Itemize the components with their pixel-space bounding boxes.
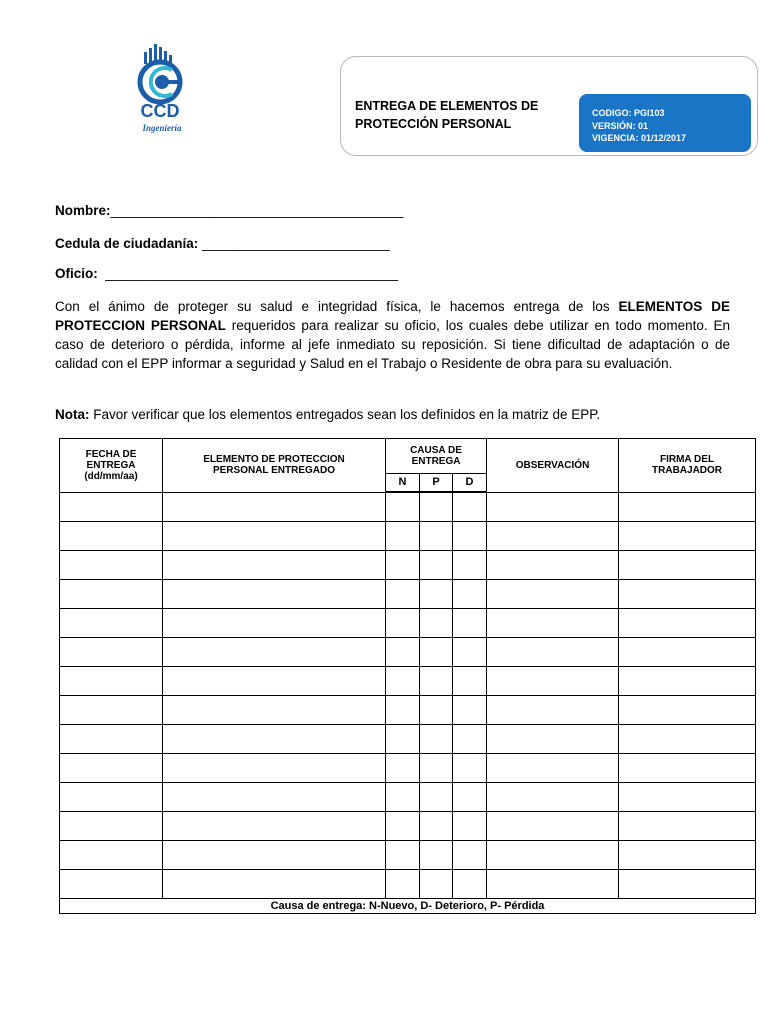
signature-cell[interactable] — [619, 522, 756, 551]
cause-d-cell[interactable] — [453, 754, 487, 783]
cause-p-cell[interactable] — [420, 522, 453, 551]
cause-n-cell[interactable] — [386, 667, 420, 696]
date-cell[interactable] — [60, 492, 163, 522]
table-row — [60, 754, 756, 783]
table-row — [60, 841, 756, 870]
table-row — [60, 667, 756, 696]
cause-p-cell[interactable] — [420, 841, 453, 870]
signature-cell[interactable] — [619, 841, 756, 870]
table-row — [60, 580, 756, 609]
element-cell[interactable] — [163, 841, 386, 870]
signature-cell[interactable] — [619, 609, 756, 638]
date-cell[interactable] — [60, 667, 163, 696]
cause-d-cell[interactable] — [453, 522, 487, 551]
cause-p-cell[interactable] — [420, 725, 453, 754]
cause-n-cell[interactable] — [386, 696, 420, 725]
name-field[interactable] — [55, 203, 403, 218]
cause-d-cell[interactable] — [453, 812, 487, 841]
observation-cell[interactable] — [487, 812, 619, 841]
cause-p-cell[interactable] — [420, 638, 453, 667]
cause-n-cell[interactable] — [386, 812, 420, 841]
date-cell[interactable] — [60, 609, 163, 638]
cause-d-cell[interactable] — [453, 725, 487, 754]
col-header-cause: CAUSA DE ENTREGA — [386, 439, 487, 474]
job-label: Oficio: — [55, 266, 98, 281]
job-field[interactable] — [55, 266, 398, 281]
observation-cell[interactable] — [487, 754, 619, 783]
document-code-box — [579, 94, 751, 152]
element-cell[interactable] — [163, 609, 386, 638]
cause-p-cell[interactable] — [420, 551, 453, 580]
element-cell[interactable] — [163, 492, 386, 522]
cause-p-cell[interactable] — [420, 870, 453, 899]
signature-cell[interactable] — [619, 696, 756, 725]
cause-p-cell[interactable] — [420, 812, 453, 841]
element-cell[interactable] — [163, 754, 386, 783]
cause-p-cell[interactable] — [420, 696, 453, 725]
cause-p-cell[interactable] — [420, 783, 453, 812]
element-cell[interactable] — [163, 667, 386, 696]
observation-cell[interactable] — [487, 638, 619, 667]
intro-text-bold: ELEMENTOS DE PROTECCION PERSONAL — [55, 299, 730, 333]
element-cell[interactable] — [163, 580, 386, 609]
element-cell[interactable] — [163, 783, 386, 812]
cause-d-cell[interactable] — [453, 638, 487, 667]
table-row — [60, 609, 756, 638]
date-cell[interactable] — [60, 725, 163, 754]
element-cell[interactable] — [163, 551, 386, 580]
cause-n-cell[interactable] — [386, 492, 420, 522]
observation-cell[interactable] — [487, 725, 619, 754]
table-row — [60, 522, 756, 551]
job-line: _______________________________________ — [105, 266, 399, 281]
table-row — [60, 783, 756, 812]
cause-d-cell[interactable] — [453, 667, 487, 696]
element-cell[interactable] — [163, 638, 386, 667]
element-cell[interactable] — [163, 696, 386, 725]
observation-cell[interactable] — [487, 870, 619, 899]
cause-p-cell[interactable] — [420, 754, 453, 783]
cause-p-cell[interactable] — [420, 492, 453, 522]
observation-cell[interactable] — [487, 841, 619, 870]
observation-cell[interactable] — [487, 696, 619, 725]
note-text: Favor verificar que los elementos entregados sean los definidos en la matriz de EPP. — [89, 407, 601, 422]
element-cell[interactable] — [163, 725, 386, 754]
cause-p-cell[interactable] — [420, 609, 453, 638]
date-cell[interactable] — [60, 638, 163, 667]
id-number-field[interactable] — [55, 236, 390, 251]
table-row — [60, 725, 756, 754]
cause-n-cell[interactable] — [386, 551, 420, 580]
element-cell[interactable] — [163, 522, 386, 551]
document-title: ENTREGA DE ELEMENTOS DE PROTECCIÓN PERSONAL — [355, 99, 539, 131]
date-cell[interactable] — [60, 551, 163, 580]
cause-legend: Causa de entrega: N-Nuevo, D- Deterioro, P- Pérdida — [60, 899, 756, 914]
cause-d-cell[interactable] — [453, 696, 487, 725]
signature-cell[interactable] — [619, 754, 756, 783]
cause-d-cell[interactable] — [453, 580, 487, 609]
observation-cell[interactable] — [487, 492, 619, 522]
signature-cell[interactable] — [619, 551, 756, 580]
cause-n-cell[interactable] — [386, 783, 420, 812]
name-label: Nombre: — [55, 203, 111, 218]
table-row — [60, 812, 756, 841]
cause-d-cell[interactable] — [453, 783, 487, 812]
date-cell[interactable] — [60, 783, 163, 812]
cause-n-cell[interactable] — [386, 522, 420, 551]
observation-cell[interactable] — [487, 783, 619, 812]
col-header-d: D — [453, 474, 487, 493]
signature-cell[interactable] — [619, 783, 756, 812]
table-row — [60, 696, 756, 725]
cause-d-cell[interactable] — [453, 870, 487, 899]
table-row — [60, 492, 756, 522]
note — [55, 407, 600, 422]
intro-text-end: requeridos para realizar su oficio, los cuales debe utilizar en todo momento. En caso de deterioro o pérdida, informe al jefe inmediato su reposición. Si tiene dificultad de adaptación o de calidad con el EPP informar a seguridad y Salud en el Trabajo o Residente de obra para su evaluación. — [55, 318, 730, 371]
observation-cell[interactable] — [487, 609, 619, 638]
note-label: Nota: — [55, 407, 90, 422]
document-code: CODIGO: PGI103 — [592, 108, 665, 118]
cause-p-cell[interactable] — [420, 667, 453, 696]
delivery-table — [59, 438, 756, 914]
intro-text-start: Con el ánimo de proteger su salud e integridad física, le hacemos entrega de los — [55, 299, 619, 314]
cause-p-cell[interactable] — [420, 580, 453, 609]
cause-d-cell[interactable] — [453, 609, 487, 638]
intro-paragraph — [55, 297, 730, 373]
cause-n-cell[interactable] — [386, 580, 420, 609]
col-header-n: N — [386, 474, 420, 493]
logo-subtitle: Ingeniería — [142, 123, 182, 133]
table-row — [60, 551, 756, 580]
name-line: _______________________________________ — [110, 203, 404, 218]
date-cell[interactable] — [60, 870, 163, 899]
cause-n-cell[interactable] — [386, 754, 420, 783]
ccd-logo-icon — [122, 42, 200, 134]
table-footer-row — [60, 899, 756, 914]
observation-cell[interactable] — [487, 522, 619, 551]
id-number-line: _________________________ — [202, 236, 390, 251]
cause-n-cell[interactable] — [386, 609, 420, 638]
cause-n-cell[interactable] — [386, 725, 420, 754]
cause-n-cell[interactable] — [386, 841, 420, 870]
col-header-signature: FIRMA DEL TRABAJADOR — [619, 439, 756, 493]
date-cell[interactable] — [60, 812, 163, 841]
col-header-date: FECHA DE ENTREGA (dd/mm/aa) — [60, 439, 163, 493]
col-header-p: P — [420, 474, 453, 493]
date-cell[interactable] — [60, 522, 163, 551]
table-row — [60, 638, 756, 667]
signature-cell[interactable] — [619, 812, 756, 841]
cause-d-cell[interactable] — [453, 551, 487, 580]
col-header-element: ELEMENTO DE PROTECCION PERSONAL ENTREGADO — [163, 439, 386, 493]
cause-d-cell[interactable] — [453, 841, 487, 870]
signature-cell[interactable] — [619, 667, 756, 696]
table-row — [60, 870, 756, 899]
signature-cell[interactable] — [619, 725, 756, 754]
signature-cell[interactable] — [619, 870, 756, 899]
signature-cell[interactable] — [619, 492, 756, 522]
observation-cell[interactable] — [487, 667, 619, 696]
document-header — [340, 56, 758, 156]
element-cell[interactable] — [163, 812, 386, 841]
signature-cell[interactable] — [619, 580, 756, 609]
date-cell[interactable] — [60, 841, 163, 870]
date-cell[interactable] — [60, 696, 163, 725]
date-cell[interactable] — [60, 754, 163, 783]
document-validity: VIGENCIA: 01/12/2017 — [592, 133, 687, 143]
element-cell[interactable] — [163, 870, 386, 899]
col-header-observation: OBSERVACIÓN — [487, 439, 619, 493]
document-version: VERSIÓN: 01 — [592, 120, 649, 131]
logo-brand: CCD — [140, 101, 180, 121]
signature-cell[interactable] — [619, 638, 756, 667]
cause-n-cell[interactable] — [386, 870, 420, 899]
cause-n-cell[interactable] — [386, 638, 420, 667]
company-logo — [122, 42, 200, 134]
observation-cell[interactable] — [487, 580, 619, 609]
date-cell[interactable] — [60, 580, 163, 609]
observation-cell[interactable] — [487, 551, 619, 580]
cause-d-cell[interactable] — [453, 492, 487, 522]
id-number-label: Cedula de ciudadanía: — [55, 236, 199, 251]
